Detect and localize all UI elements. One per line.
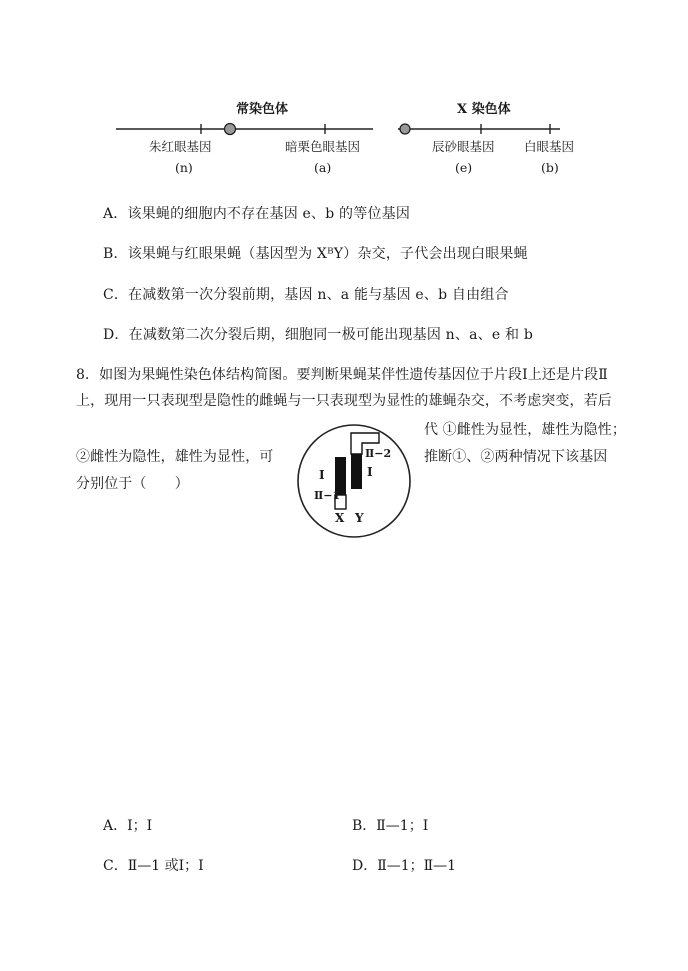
q8-line-1: 8．如图为果蝇性染色体结构简图。要判断果蝇某伴性遗传基因位于片段Ⅰ上还是片段Ⅱ <box>76 367 608 383</box>
gene-symbol-a: (a) <box>314 160 332 175</box>
gene-name-n: 朱红眼基因 <box>149 139 212 154</box>
gene-symbol-n: (n) <box>175 160 193 175</box>
chromosome-lines <box>0 0 688 200</box>
autosome-centromere <box>225 124 236 135</box>
label-X: X <box>335 511 345 525</box>
q7-option-d: D．在减数第二次分裂后期，细胞同一极可能出现基因 n、a、e 和 b <box>103 327 533 343</box>
q8-answer-a: A．Ⅰ；Ⅰ <box>103 818 153 834</box>
y-segment-I <box>351 454 362 489</box>
label-II-1: Ⅱ−1 <box>314 489 341 502</box>
label-I-left: Ⅰ <box>319 468 325 482</box>
q8-answer-c: C．Ⅱ—1 或Ⅰ；Ⅰ <box>103 858 204 874</box>
q8-right-2: 推断①、②两种情况下该基因 <box>424 449 608 465</box>
q8-answer-d: D．Ⅱ—1；Ⅱ—1 <box>352 858 457 874</box>
q8-left-3: 分别位于（ ） <box>76 476 189 492</box>
gene-symbol-b: (b) <box>541 160 559 175</box>
gene-symbol-e: (e) <box>455 160 473 175</box>
autosome-title: 常染色体 <box>236 102 289 117</box>
sex-chromosome-drawing <box>292 419 416 543</box>
q7-option-b: B．该果蝇与红眼果蝇（基因型为 XᴮY）杂交，子代会出现白眼果蝇 <box>103 246 528 262</box>
x-chromosome-title: X 染色体 <box>457 102 511 117</box>
gene-name-a: 暗栗色眼基因 <box>285 139 361 154</box>
q8-right-1: 代 ①雌性为显性，雄性为隐性； <box>424 422 626 438</box>
q8-answer-b: B．Ⅱ—1；Ⅰ <box>352 818 429 834</box>
q7-option-c: C．在减数第一次分裂前期，基因 n、a 能与基因 e、b 自由组合 <box>103 287 509 303</box>
label-II-2: Ⅱ−2 <box>365 447 392 460</box>
gene-name-e: 辰砂眼基因 <box>432 139 495 154</box>
q8-line-2: 上，现用一只表现型是隐性的雌蝇与一只表现型为显性的雄蝇杂交，不考虑突变，若后 <box>76 393 612 409</box>
gene-name-b: 白眼基因 <box>524 139 575 154</box>
label-Y: Y <box>355 511 364 525</box>
x-centromere <box>400 124 410 134</box>
label-I-right: Ⅰ <box>367 465 373 479</box>
q8-left-2: ②雌性为隐性，雄性为显性，可 <box>76 449 274 465</box>
q7-option-a: A．该果蝇的细胞内不存在基因 e、b 的等位基因 <box>103 206 411 222</box>
